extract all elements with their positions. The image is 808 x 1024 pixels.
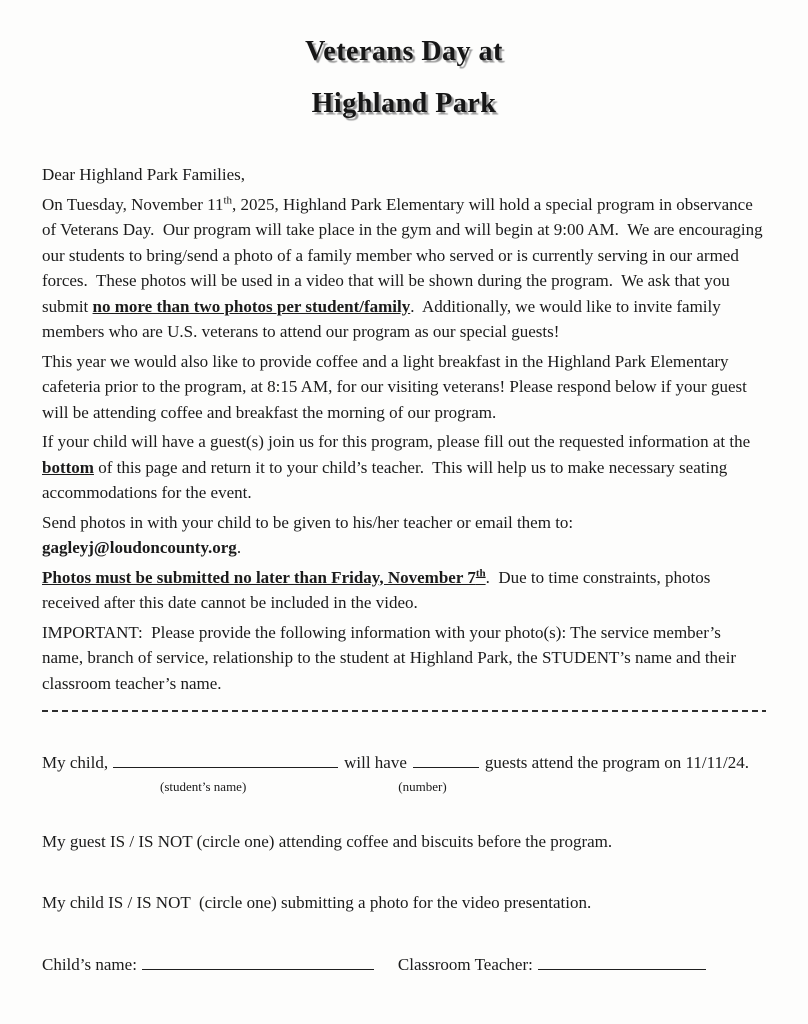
text-run: On Tuesday, November 11 xyxy=(42,194,224,214)
page-title-line1: Veterans Day at xyxy=(305,36,503,67)
form-label: guests attend the program on 11/11/24. xyxy=(484,753,749,772)
text-run: . Additionally, we would like to invite family members who are U.S. veterans to attend our program as our special guests! xyxy=(42,296,725,341)
paragraph-breakfast-invite: This year we would also like to provide coffee and a light breakfast in the Highland Park Elementary cafeteria prior to the program, at 8:15 AM, for our visiting veterans! Please respond below if your guest will be attending coffee and breakfast the morning of our program. xyxy=(42,351,752,422)
form-label: will have xyxy=(344,753,407,772)
text-run: of this page and return it to your child’s teacher. This will help us to make necessary seating accommodations for the event. xyxy=(42,457,732,502)
hint-row xyxy=(42,779,766,795)
text-run: If your child will have a guest(s) join us for this program, please fill out the requested information at the xyxy=(42,432,755,451)
paragraph-program-info xyxy=(42,192,766,345)
guest-attendance-line: My guest IS / IS NOT (circle one) attending coffee and biscuits before the program. xyxy=(42,832,613,851)
text-run: Send photos in with your child to be given to his/her teacher or email them to: xyxy=(42,512,578,532)
form-label: My child, xyxy=(42,753,109,772)
child-photo-line: My child IS / IS NOT (circle one) submitting a photo for the video presentation. xyxy=(42,893,592,912)
email-address: gagleyj@loudoncounty.org xyxy=(42,538,237,557)
bottom-emphasis: bottom xyxy=(42,457,94,477)
salutation: Dear Highland Park Families, xyxy=(42,165,246,184)
paragraph-guest-info xyxy=(42,429,766,506)
page-title-line2: Highland Park xyxy=(311,88,497,119)
dashed-divider xyxy=(42,710,766,712)
text-run: , 2025, Highland Park Elementary will hold a special program in observance of Veterans Day. Our program will take place in the gym and will begin at 9:00 AM. We are encouraging our students to bring/send a photo of a family member who served or is currently serving in our armed forces. These photos will be used in a video that will be shown during the program. We ask that you submit xyxy=(42,194,767,316)
names-line xyxy=(42,952,766,978)
superscript-th: th xyxy=(223,193,233,206)
text-run: . xyxy=(236,538,242,557)
childs-name-blank xyxy=(142,967,374,970)
number-hint: (number) xyxy=(398,779,447,794)
superscript-th: th xyxy=(475,566,486,579)
child-guests-line xyxy=(42,750,766,776)
classroom-teacher-label: Classroom Teacher: xyxy=(397,955,533,974)
page-title xyxy=(42,26,766,130)
paragraph-important: IMPORTANT: Please provide the following information with your photo(s): The service member’s name, branch of service, relationship to the student at Highland Park, the STUDENT’s name and their classroom teacher’s name. xyxy=(42,622,741,693)
student-name-blank xyxy=(113,765,338,768)
teacher-name-blank xyxy=(538,967,706,970)
paragraph-send-photos xyxy=(42,510,766,561)
paragraph-deadline xyxy=(42,565,766,616)
guest-number-blank xyxy=(413,765,479,768)
deadline-emphasis xyxy=(42,568,486,587)
photo-limit-emphasis: no more than two photos per student/family xyxy=(92,296,411,316)
rsvp-form xyxy=(42,750,766,978)
text-run: . Due to time constraints, photos received after this date cannot be included in the video. xyxy=(42,567,715,612)
text-run: Photos must be submitted no later than Friday, November 7 xyxy=(42,567,476,587)
childs-name-label: Child’s name: xyxy=(42,955,137,974)
student-name-hint: (student’s name) xyxy=(160,779,247,794)
